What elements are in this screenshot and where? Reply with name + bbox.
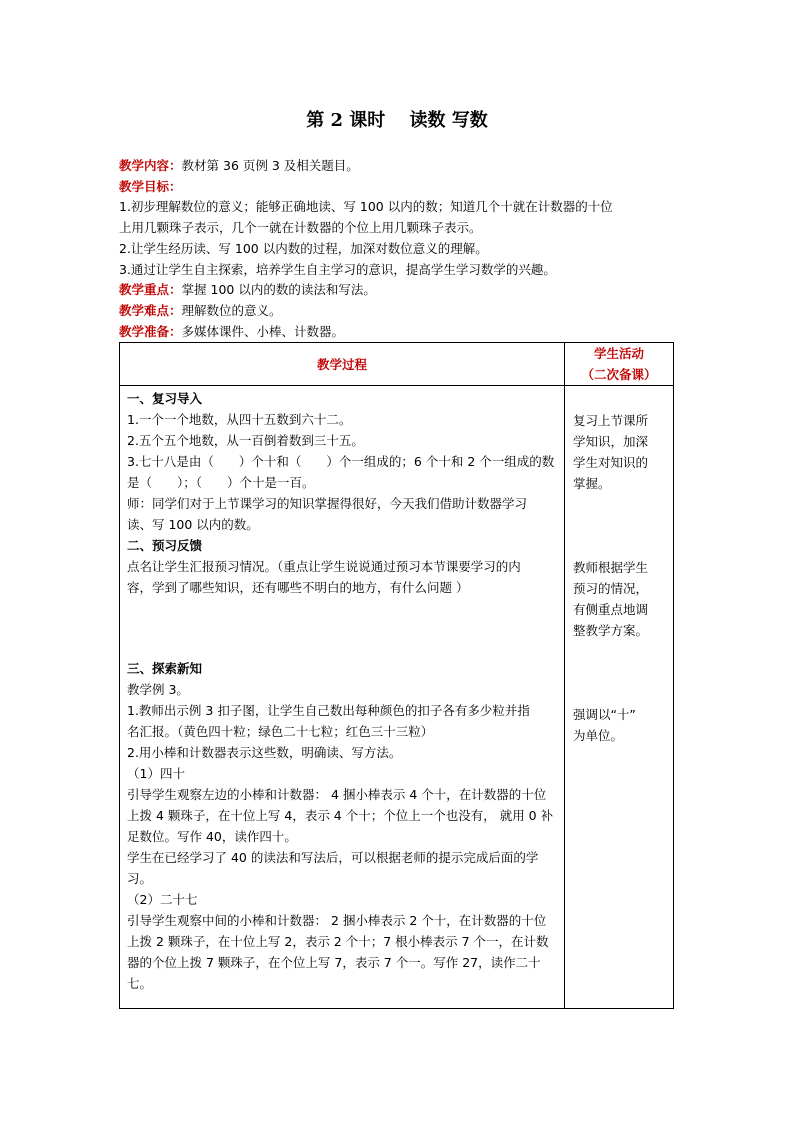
header-teaching-process: 教学过程 — [120, 343, 565, 386]
note-line: 教师根据学生 — [572, 560, 648, 575]
section-line: （2）二十七 — [127, 892, 198, 907]
meta-objectives-label: 教学目标： — [119, 178, 182, 194]
section-line: 3.七十八是由（ ）个十和（ ）个一组成的；6 个十和 2 个一组成的数 — [127, 454, 555, 469]
table-header-row — [120, 343, 674, 386]
lesson-table — [119, 342, 674, 1009]
section-line: 点名让学生汇报预习情况。（重点让学生说说通过预习本节课要学习的内 — [127, 559, 521, 574]
section-line: 2.用小棒和计数器表示这些数，明确读、写方法。 — [127, 745, 402, 760]
spacer — [573, 641, 669, 704]
section-line: （1）四十 — [127, 766, 185, 781]
section-line: 是（ ）；（ ）个十是一百。 — [127, 475, 315, 490]
objective-line: 3.通过让学生自主探索，培养学生自主学习的意识，提高学生学习数学的兴趣。 — [119, 261, 556, 277]
section-line: 习。 — [127, 871, 153, 886]
section-line: 七。 — [127, 976, 153, 991]
meta-key-point: 教学重点：掌握 100 以内的数的读法和写法。 — [119, 282, 376, 298]
spacer — [573, 388, 669, 410]
note-line: 预习的情况， — [572, 581, 648, 596]
section-line: 学生在已经学习了 40 的读法和写法后，可以根据老师的提示完成后面的学 — [127, 850, 539, 865]
section-title: 一、复习导入 — [127, 391, 203, 406]
objective-line: 上用几颗珠子表示，几个一就在计数器的个位上用几颗珠子表示。 — [119, 220, 482, 236]
note-line: 掌握。 — [572, 476, 611, 491]
table-body-row — [120, 386, 674, 1009]
objective-line: 1.初步理解数位的意义；能够正确地读、写 100 以内的数；知道几个十就在计数器的十位 — [119, 199, 613, 215]
note-line: 有侧重点地调 — [572, 602, 648, 617]
objective-line: 2.让学生经历读、写 100 以内数的过程，加深对数位意义的理解。 — [119, 240, 488, 256]
section-line: 上拨 4 颗珠子，在十位上写 4，表示 4 个十；个位上一个也没有， 就用 0 补 — [127, 808, 554, 823]
section-line: 引导学生观察中间的小棒和计数器： 2 捆小棒表示 2 个十，在计数器的十位 — [127, 913, 547, 928]
section-line: 读、写 100 以内的数。 — [127, 517, 259, 532]
meta-difficulty: 教学难点：理解数位的意义。 — [119, 302, 282, 318]
meta-content: 教学内容：教材第 36 页例 3 及相关题目。 — [119, 158, 359, 173]
section-line: 器的个位上拨 7 颗珠子，在个位上写 7，表示 7 个一。写作 27，读作二十 — [127, 955, 541, 970]
section-line: 1.教师出示例 3 扣子图，让学生自己数出每种颜色的扣子各有多少粒并指 — [127, 703, 530, 718]
spacer — [127, 598, 560, 658]
section-line: 1.一个一个地数，从四十五数到六十二。 — [127, 412, 352, 427]
header-student-activity: 学生活动 （二次备课） — [564, 343, 673, 386]
section-line: 师：同学们对于上节课学习的知识掌握得很好，今天我们借助计数器学习 — [127, 496, 528, 511]
section-line: 上拨 2 颗珠子，在十位上写 2，表示 2 个十；7 根小棒表示 7 个一，在计数 — [127, 934, 549, 949]
spacer — [573, 494, 669, 557]
section-line: 足数位。写作 40，读作四十。 — [127, 829, 297, 844]
process-column — [120, 386, 565, 1009]
note-line: 学知识，加深 — [572, 434, 648, 449]
note-line: 学生对知识的 — [572, 455, 648, 470]
note-line: 为单位。 — [572, 728, 623, 743]
section-title: 二、预习反馈 — [127, 538, 203, 553]
notes-column — [564, 386, 673, 1009]
note-line: 强调以“十” — [572, 707, 636, 722]
section-title: 三、探索新知 — [127, 661, 203, 676]
page-title: 第 2 课时 读数 写数 — [306, 110, 488, 131]
section-line: 教学例 3。 — [127, 682, 189, 697]
section-line: 名汇报。（黄色四十粒；绿色二十七粒；红色三十三粒） — [127, 724, 434, 739]
meta-preparation: 教学准备：多媒体课件、小棒、计数器。 — [119, 323, 345, 339]
section-line: 引导学生观察左边的小棒和计数器： 4 捆小棒表示 4 个十，在计数器的十位 — [127, 787, 547, 802]
note-line: 复习上节课所 — [572, 413, 648, 428]
section-line: 2.五个五个地数，从一百倒着数到三十五。 — [127, 433, 364, 448]
note-line: 整教学方案。 — [572, 623, 648, 638]
lesson-meta — [119, 156, 679, 342]
section-line: 容，学到了哪些知识，还有哪些不明白的地方，有什么问题 ） — [127, 580, 469, 595]
